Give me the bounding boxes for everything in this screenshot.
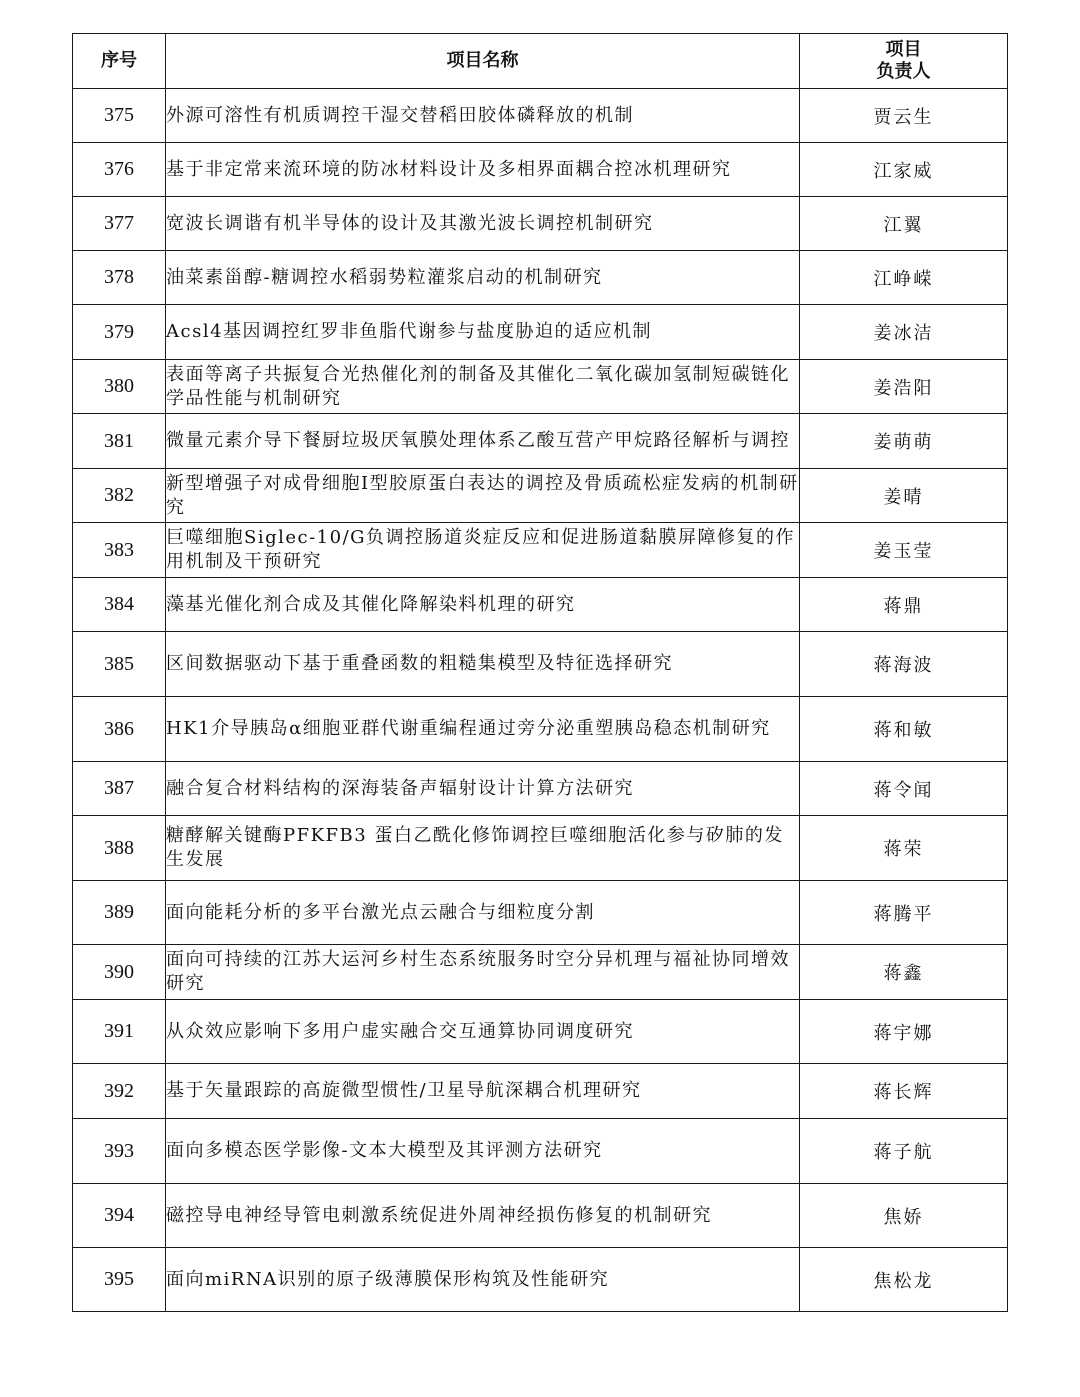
row-project-name: 藻基光催化剂合成及其催化降解染料机理的研究 [166,578,800,632]
row-project-leader: 江家威 [800,143,1008,197]
header-project-leader [800,34,1008,89]
row-index: 391 [73,1000,166,1064]
row-project-name: 基于非定常来流环境的防冰材料设计及多相界面耦合控冰机理研究 [166,143,800,197]
header-row [73,34,1008,89]
row-project-name: 巨噬细胞Siglec-10/G负调控肠道炎症反应和促进肠道黏膜屏障修复的作用机制及干预研究 [166,523,800,578]
row-project-name: 微量元素介导下餐厨垃圾厌氧膜处理体系乙酸互营产甲烷路径解析与调控 [166,414,800,469]
table-row [73,360,1008,414]
header-leader-line1: 项目 [885,39,922,60]
row-index: 375 [73,89,166,143]
row-project-leader: 贾云生 [800,89,1008,143]
table-row [73,881,1008,945]
row-index: 394 [73,1184,166,1248]
row-index: 383 [73,523,166,578]
table-row [73,632,1008,697]
row-project-name: 新型增强子对成骨细胞I型胶原蛋白表达的调控及骨质疏松症发病的机制研究 [166,469,800,523]
row-index: 392 [73,1064,166,1119]
row-index: 385 [73,632,166,697]
row-project-leader: 蒋海波 [800,632,1008,697]
row-index: 380 [73,360,166,414]
row-project-name: 宽波长调谐有机半导体的设计及其激光波长调控机制研究 [166,197,800,251]
row-index: 378 [73,251,166,305]
row-project-leader: 蒋宇娜 [800,1000,1008,1064]
table-row [73,469,1008,523]
row-project-leader: 蒋腾平 [800,881,1008,945]
row-index: 384 [73,578,166,632]
row-project-leader: 姜玉莹 [800,523,1008,578]
row-project-leader: 姜萌萌 [800,414,1008,469]
row-index: 379 [73,305,166,360]
row-project-name: 面向miRNA识别的原子级薄膜保形构筑及性能研究 [166,1248,800,1312]
row-project-leader: 姜晴 [800,469,1008,523]
row-index: 388 [73,816,166,881]
table-row [73,89,1008,143]
row-project-name: 面向能耗分析的多平台激光点云融合与细粒度分割 [166,881,800,945]
table-row [73,762,1008,816]
row-index: 389 [73,881,166,945]
row-project-name: 磁控导电神经导管电刺激系统促进外周神经损伤修复的机制研究 [166,1184,800,1248]
table-row [73,251,1008,305]
row-project-leader: 江翼 [800,197,1008,251]
row-project-leader: 姜冰洁 [800,305,1008,360]
header-leader-line2: 负责人 [876,61,931,82]
header-index: 序号 [73,34,166,89]
row-project-name: 糖酵解关键酶PFKFB3 蛋白乙酰化修饰调控巨噬细胞活化参与矽肺的发生发展 [166,816,800,881]
table-row [73,1248,1008,1312]
row-project-name: 从众效应影响下多用户虚实融合交互通算协同调度研究 [166,1000,800,1064]
row-project-leader: 姜浩阳 [800,360,1008,414]
table-row [73,1064,1008,1119]
row-project-leader: 蒋荣 [800,816,1008,881]
row-project-leader: 蒋鑫 [800,945,1008,1000]
table-row [73,1119,1008,1184]
table-row [73,697,1008,762]
table-row [73,1184,1008,1248]
row-project-leader: 蒋鼎 [800,578,1008,632]
project-table [72,33,1008,1312]
header-project-name: 项目名称 [166,34,800,89]
table-body [73,89,1008,1312]
row-project-name: 基于矢量跟踪的高旋微型惯性/卫星导航深耦合机理研究 [166,1064,800,1119]
row-index: 387 [73,762,166,816]
table-row [73,1000,1008,1064]
table-row [73,816,1008,881]
row-project-leader: 蒋和敏 [800,697,1008,762]
row-project-name: 融合复合材料结构的深海装备声辐射设计计算方法研究 [166,762,800,816]
row-project-name: 外源可溶性有机质调控干湿交替稻田胶体磷释放的机制 [166,89,800,143]
row-index: 376 [73,143,166,197]
row-index: 393 [73,1119,166,1184]
table-row [73,197,1008,251]
row-index: 381 [73,414,166,469]
row-project-leader: 江峥嵘 [800,251,1008,305]
table-row [73,578,1008,632]
table-row [73,414,1008,469]
row-project-name: 区间数据驱动下基于重叠函数的粗糙集模型及特征选择研究 [166,632,800,697]
row-project-leader: 焦娇 [800,1184,1008,1248]
row-project-leader: 蒋令闻 [800,762,1008,816]
row-project-name: HK1介导胰岛α细胞亚群代谢重编程通过旁分泌重塑胰岛稳态机制研究 [166,697,800,762]
table-row [73,523,1008,578]
row-project-name: 油菜素甾醇-糖调控水稻弱势粒灌浆启动的机制研究 [166,251,800,305]
row-index: 382 [73,469,166,523]
row-project-name: 面向可持续的江苏大运河乡村生态系统服务时空分异机理与福祉协同增效研究 [166,945,800,1000]
row-index: 377 [73,197,166,251]
row-project-name: 面向多模态医学影像-文本大模型及其评测方法研究 [166,1119,800,1184]
row-project-name: 表面等离子共振复合光热催化剂的制备及其催化二氧化碳加氢制短碳链化学品性能与机制研究 [166,360,800,414]
row-index: 395 [73,1248,166,1312]
row-project-leader: 蒋长辉 [800,1064,1008,1119]
row-project-leader: 焦松龙 [800,1248,1008,1312]
row-project-leader: 蒋子航 [800,1119,1008,1184]
row-project-name: Acsl4基因调控红罗非鱼脂代谢参与盐度胁迫的适应机制 [166,305,800,360]
table-row [73,945,1008,1000]
row-index: 390 [73,945,166,1000]
table-row [73,305,1008,360]
row-index: 386 [73,697,166,762]
table-header [73,34,1008,89]
table-row [73,143,1008,197]
